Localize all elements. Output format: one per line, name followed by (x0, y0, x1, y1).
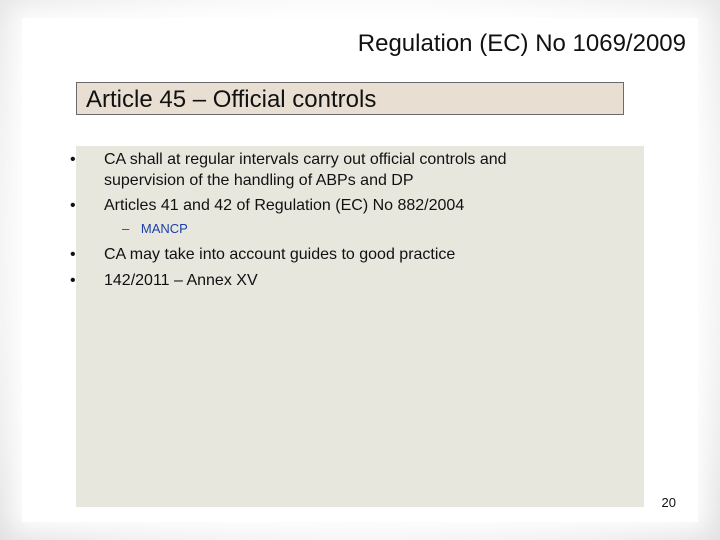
content-panel (70, 146, 644, 507)
bullet-marker: • (70, 272, 76, 289)
bullet-text: CA may take into account guides to good practice (104, 246, 456, 263)
section-header-text: Article 45 – Official controls (86, 86, 377, 113)
bullet-text: CA shall at regular intervals carry out official controls and supervision of the handling of ABPs and DP (104, 151, 507, 189)
sub-bullet-marker: – (122, 221, 130, 236)
bullet-marker: • (70, 246, 76, 263)
bullet-text: Articles 41 and 42 of Regulation (EC) No 882/2004 (104, 197, 465, 214)
slide-title: Regulation (EC) No 1069/2009 (357, 30, 686, 57)
bullet-text: 142/2011 – Annex XV (104, 272, 258, 289)
page-number: 20 (661, 495, 676, 510)
sub-bullet-item (122, 221, 188, 236)
section-header-box (76, 82, 624, 115)
bullet-marker: • (70, 197, 76, 214)
bullet-marker: • (70, 151, 76, 168)
sub-bullet-text: MANCP (140, 221, 188, 236)
